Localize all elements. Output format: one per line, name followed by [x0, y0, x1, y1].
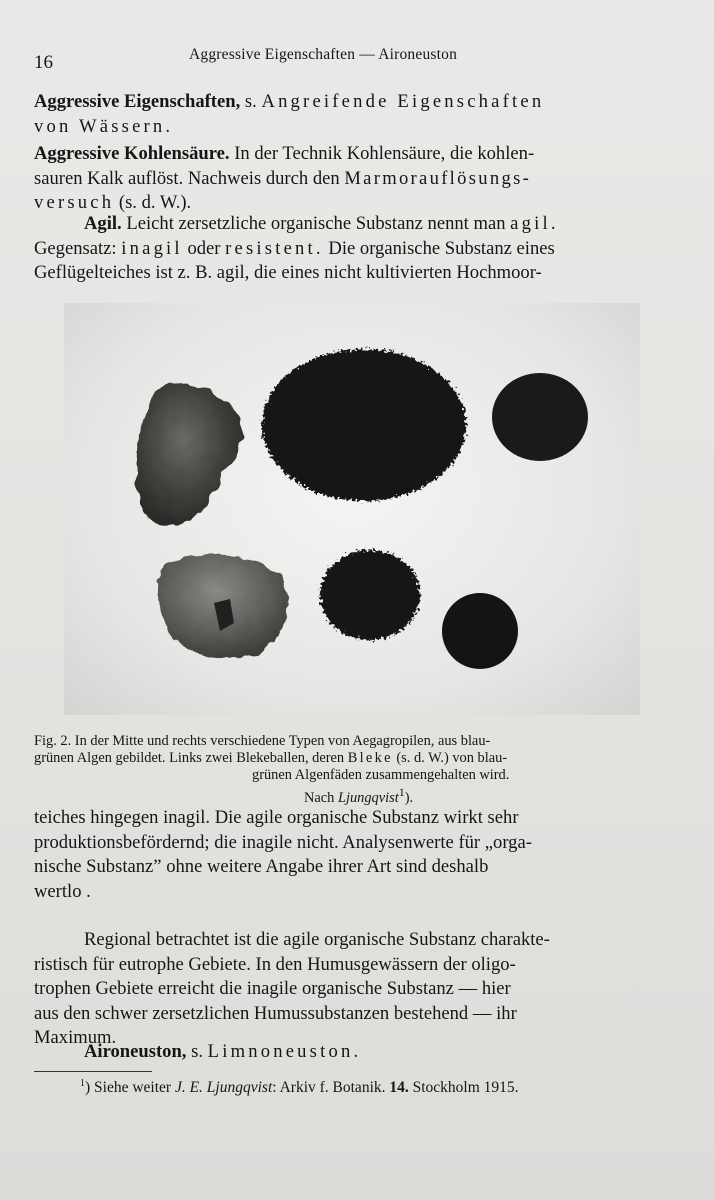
- cross-reference: versuch: [34, 192, 115, 213]
- cross-reference: Bleke: [347, 750, 393, 766]
- cross-reference: von Wässern.: [34, 115, 174, 137]
- entry-line: aus den schwer zersetzlichen Humussubstanzen bestehend — ihr: [34, 1002, 517, 1024]
- text: ) Siehe weiter: [85, 1079, 175, 1097]
- footnote-author: J. E. Ljungqvist: [174, 1079, 273, 1097]
- footnote-marker: 1: [80, 1078, 85, 1089]
- text: ).: [404, 789, 414, 806]
- entry-line: wertlo .: [34, 880, 91, 902]
- aegagropilen-photo: [64, 303, 640, 715]
- caption-line: [34, 750, 670, 767]
- paragraph-regional: [34, 928, 670, 1051]
- aegagropile-bottom-right: [442, 593, 518, 669]
- figure-photograph: [64, 303, 640, 715]
- footnote-volume: 14.: [389, 1079, 409, 1097]
- text: Die organische Substanz eines: [323, 237, 555, 259]
- entry-line: [34, 90, 670, 115]
- footnote-marker: 1: [398, 785, 405, 799]
- text: s.: [186, 1041, 208, 1062]
- text: In der Technik Kohlensäure, die kohlen-: [229, 143, 535, 164]
- text: : Arkiv f. Botanik.: [272, 1079, 390, 1097]
- entry-line: teiches hingegen inagil. Die agile organische Substanz wirkt sehr: [34, 807, 519, 828]
- lemma: Aggressive Eigenschaften,: [34, 91, 241, 112]
- caption-line: [34, 784, 670, 807]
- footnote: [80, 1078, 519, 1097]
- caption-line: Fig. 2. In der Mitte und rechts verschiedene Typen von Aegagropilen, aus blau-: [34, 733, 491, 749]
- caption-line: grünen Algenfäden zusammengehalten wird.: [252, 767, 510, 783]
- entry-aggressive-eigenschaften: [34, 90, 670, 139]
- entry-line: [34, 212, 670, 237]
- entry-line: Maximum.: [34, 1027, 117, 1048]
- lemma: Aggressive Kohlensäure.: [34, 143, 230, 164]
- text: (s. d. W.) von blau-: [392, 750, 508, 766]
- entry-aironeuston: [34, 1040, 670, 1065]
- aegagropile-top-center: [262, 349, 466, 501]
- page-number: 16: [34, 52, 53, 73]
- page-header: [34, 44, 674, 74]
- text: sauren Kalk auflöst. Nachweis durch den: [34, 167, 345, 189]
- text: (s. d. W.).: [114, 192, 192, 213]
- cross-reference: Marmorauflösungs-: [344, 167, 532, 189]
- aegagropile-bottom-center: [320, 550, 420, 640]
- lemma: Agil.: [84, 213, 122, 234]
- emphasis: agil.: [510, 213, 559, 234]
- text: Leicht zersetzliche organische Substanz nennt man: [121, 213, 511, 234]
- text: Stockholm 1915.: [408, 1079, 519, 1097]
- entry-agil: [34, 212, 670, 286]
- entry-line: [34, 167, 670, 192]
- text: Gegensatz:: [34, 237, 122, 259]
- entry-line: trophen Gebiete erreicht die inagile organische Substanz — hier: [34, 978, 511, 999]
- entry-agil-continued: [34, 806, 670, 904]
- text: grünen Algen gebildet. Links zwei Blekeballen, deren: [34, 750, 348, 766]
- aegagropile-top-right: [492, 373, 588, 461]
- entry-line: [34, 142, 670, 167]
- text: s.: [240, 91, 262, 112]
- cross-reference: Angreifende Eigenschaften: [261, 91, 545, 112]
- text: Nach: [304, 789, 338, 806]
- entry-line: ristisch für eutrophe Gebiete. In den Humusgewässern der oligo-: [34, 953, 516, 975]
- figure-caption: [34, 733, 670, 807]
- blekeball-top-left: [136, 384, 243, 525]
- running-head: Aggressive Eigenschaften — Aironeuston: [189, 46, 458, 63]
- text: oder: [182, 237, 226, 259]
- entry-aggressive-kohlensaeure: [34, 142, 670, 216]
- caption-author: Ljungqvist: [337, 789, 399, 806]
- entry-line: Regional betrachtet ist die agile organische Substanz charakte-: [84, 929, 550, 950]
- footnote-divider: [34, 1071, 152, 1072]
- entry-line: [34, 1040, 670, 1065]
- entry-line: nische Substanz” ohne weitere Angabe ihrer Art sind deshalb: [34, 856, 489, 877]
- entry-line: produktionsbefördernd; die inagile nicht. Analysenwerte für „orga-: [34, 831, 532, 853]
- lemma: Aironeuston,: [84, 1041, 187, 1062]
- cross-reference: Limnoneuston.: [207, 1041, 362, 1062]
- emphasis: resistent.: [225, 237, 324, 259]
- entry-line: Geflügelteiches ist z. B. agil, die eines nicht kultivierten Hochmoor-: [34, 262, 542, 283]
- entry-line: [34, 237, 670, 262]
- emphasis: inagil: [121, 237, 183, 259]
